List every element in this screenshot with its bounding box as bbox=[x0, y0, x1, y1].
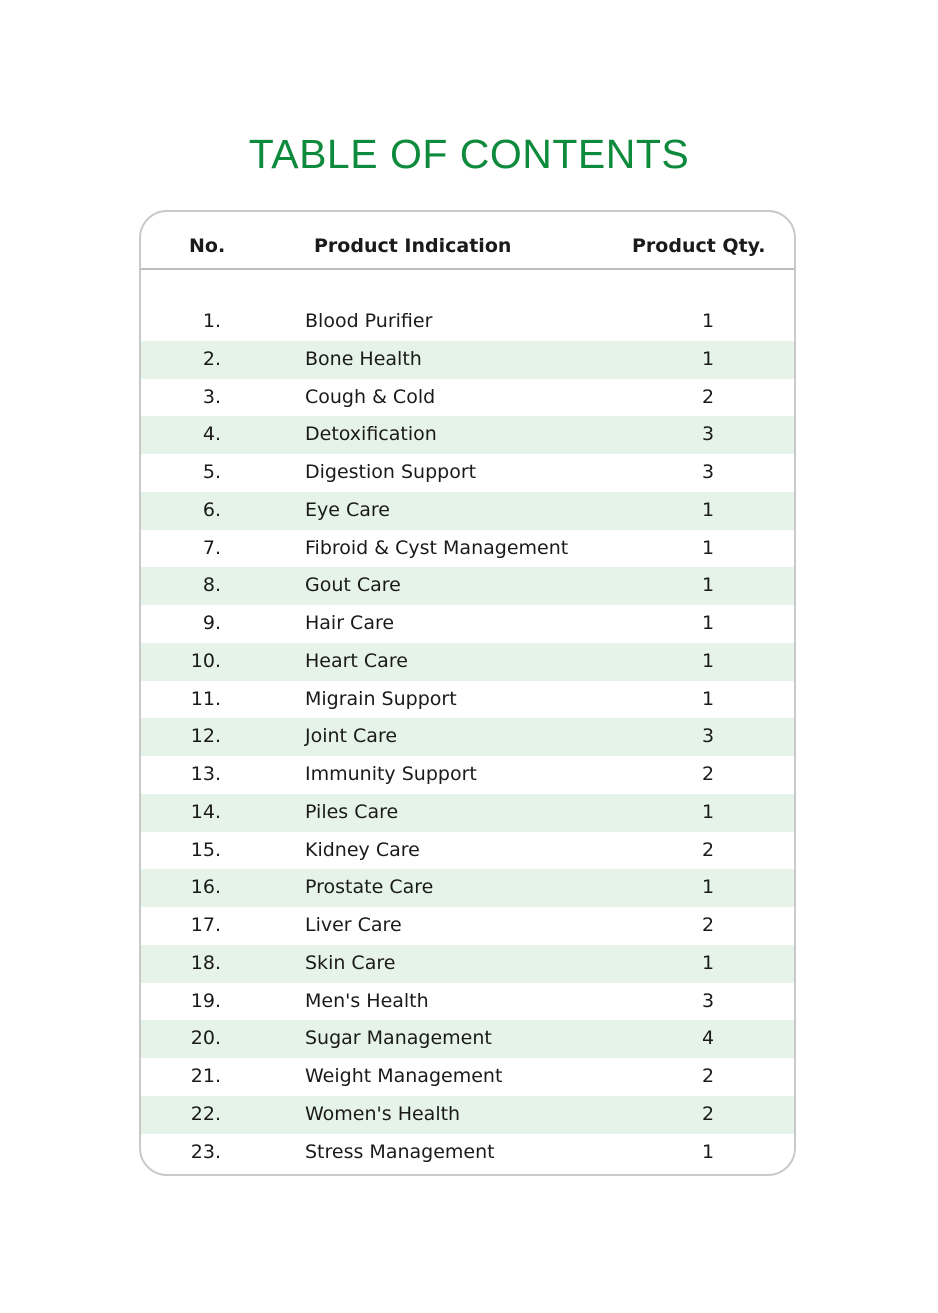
row-qty: 1 bbox=[701, 347, 715, 370]
row-qty: 2 bbox=[701, 1065, 715, 1087]
row-number: 17. bbox=[190, 914, 221, 936]
row-number: 8. bbox=[202, 574, 221, 597]
row-number: 10. bbox=[190, 649, 221, 672]
row-indication: Men's Health bbox=[305, 989, 429, 1012]
row-number: 19. bbox=[190, 989, 221, 1012]
header-qty: Product Qty. bbox=[632, 235, 766, 257]
row-qty: 3 bbox=[701, 725, 715, 748]
table-row bbox=[141, 341, 794, 379]
table-row bbox=[141, 492, 794, 530]
table-row bbox=[141, 945, 794, 983]
row-number: 18. bbox=[190, 951, 221, 974]
row-indication: Gout Care bbox=[305, 574, 401, 597]
table-row bbox=[141, 1058, 794, 1096]
row-indication: Sugar Management bbox=[305, 1027, 492, 1050]
row-indication: Immunity Support bbox=[305, 763, 477, 785]
row-qty: 3 bbox=[701, 989, 715, 1012]
table-body bbox=[141, 303, 794, 1171]
table-header bbox=[141, 212, 794, 270]
row-qty: 3 bbox=[701, 423, 715, 446]
row-indication: Women's Health bbox=[305, 1102, 461, 1125]
row-indication: Fibroid & Cyst Management bbox=[305, 536, 569, 559]
row-number: 4. bbox=[202, 423, 221, 446]
row-indication: Liver Care bbox=[305, 914, 402, 936]
row-qty: 1 bbox=[701, 649, 715, 672]
row-number: 9. bbox=[202, 612, 221, 634]
row-number: 6. bbox=[202, 498, 221, 521]
row-number: 7. bbox=[202, 536, 221, 559]
row-indication: Prostate Care bbox=[305, 876, 434, 899]
row-number: 12. bbox=[190, 725, 221, 748]
row-number: 1. bbox=[202, 310, 221, 332]
row-qty: 2 bbox=[701, 838, 715, 861]
row-indication: Detoxification bbox=[305, 423, 437, 446]
row-qty: 1 bbox=[701, 612, 715, 634]
table-row bbox=[141, 379, 794, 417]
row-qty: 1 bbox=[701, 310, 715, 332]
row-qty: 1 bbox=[701, 498, 715, 521]
row-indication: Heart Care bbox=[305, 649, 408, 672]
table-row bbox=[141, 643, 794, 681]
page-title: TABLE OF CONTENTS bbox=[248, 131, 690, 177]
row-number: 22. bbox=[190, 1102, 221, 1125]
row-number: 3. bbox=[202, 385, 221, 408]
header-indication: Product Indication bbox=[314, 235, 512, 257]
row-indication: Skin Care bbox=[305, 951, 396, 974]
row-number: 23. bbox=[190, 1140, 221, 1163]
table-row bbox=[141, 567, 794, 605]
table-row bbox=[141, 756, 794, 794]
row-qty: 3 bbox=[701, 461, 715, 483]
table-row bbox=[141, 869, 794, 907]
row-qty: 4 bbox=[701, 1027, 715, 1050]
row-qty: 2 bbox=[701, 1102, 715, 1125]
row-number: 20. bbox=[190, 1027, 221, 1050]
row-qty: 2 bbox=[701, 385, 715, 408]
table-row bbox=[141, 1096, 794, 1134]
row-qty: 1 bbox=[701, 1140, 715, 1163]
row-number: 14. bbox=[190, 800, 221, 823]
contents-table bbox=[139, 210, 796, 1176]
row-indication: Digestion Support bbox=[305, 461, 477, 483]
row-indication: Eye Care bbox=[305, 498, 390, 521]
table-row bbox=[141, 907, 794, 945]
row-number: 11. bbox=[190, 687, 221, 710]
table-row bbox=[141, 454, 794, 492]
row-indication: Hair Care bbox=[305, 612, 395, 634]
row-indication: Joint Care bbox=[305, 725, 398, 748]
row-indication: Kidney Care bbox=[305, 838, 420, 861]
table-row bbox=[141, 718, 794, 756]
row-indication: Bone Health bbox=[305, 347, 422, 370]
header-no: No. bbox=[189, 235, 226, 257]
row-qty: 1 bbox=[701, 687, 715, 710]
table-row bbox=[141, 794, 794, 832]
row-indication: Migrain Support bbox=[305, 687, 457, 710]
row-indication: Cough & Cold bbox=[305, 385, 436, 408]
table-row bbox=[141, 605, 794, 643]
table-row bbox=[141, 681, 794, 719]
row-indication: Blood Purifier bbox=[305, 310, 433, 332]
table-row bbox=[141, 1020, 794, 1058]
row-qty: 1 bbox=[701, 951, 715, 974]
table-row bbox=[141, 303, 794, 341]
row-indication: Stress Management bbox=[305, 1140, 495, 1163]
table-row bbox=[141, 416, 794, 454]
table-row bbox=[141, 530, 794, 568]
row-qty: 1 bbox=[701, 536, 715, 559]
row-qty: 2 bbox=[701, 763, 715, 785]
row-qty: 2 bbox=[701, 914, 715, 936]
row-number: 2. bbox=[202, 347, 221, 370]
row-qty: 1 bbox=[701, 800, 715, 823]
row-indication: Piles Care bbox=[305, 800, 399, 823]
row-number: 15. bbox=[190, 838, 221, 861]
row-number: 16. bbox=[190, 876, 221, 899]
row-indication: Weight Management bbox=[305, 1065, 503, 1087]
table-row bbox=[141, 983, 794, 1021]
table-row bbox=[141, 1134, 794, 1172]
row-number: 13. bbox=[190, 763, 221, 785]
table-row bbox=[141, 832, 794, 870]
row-number: 5. bbox=[202, 461, 221, 483]
row-qty: 1 bbox=[701, 574, 715, 597]
row-qty: 1 bbox=[701, 876, 715, 899]
row-number: 21. bbox=[190, 1065, 221, 1087]
